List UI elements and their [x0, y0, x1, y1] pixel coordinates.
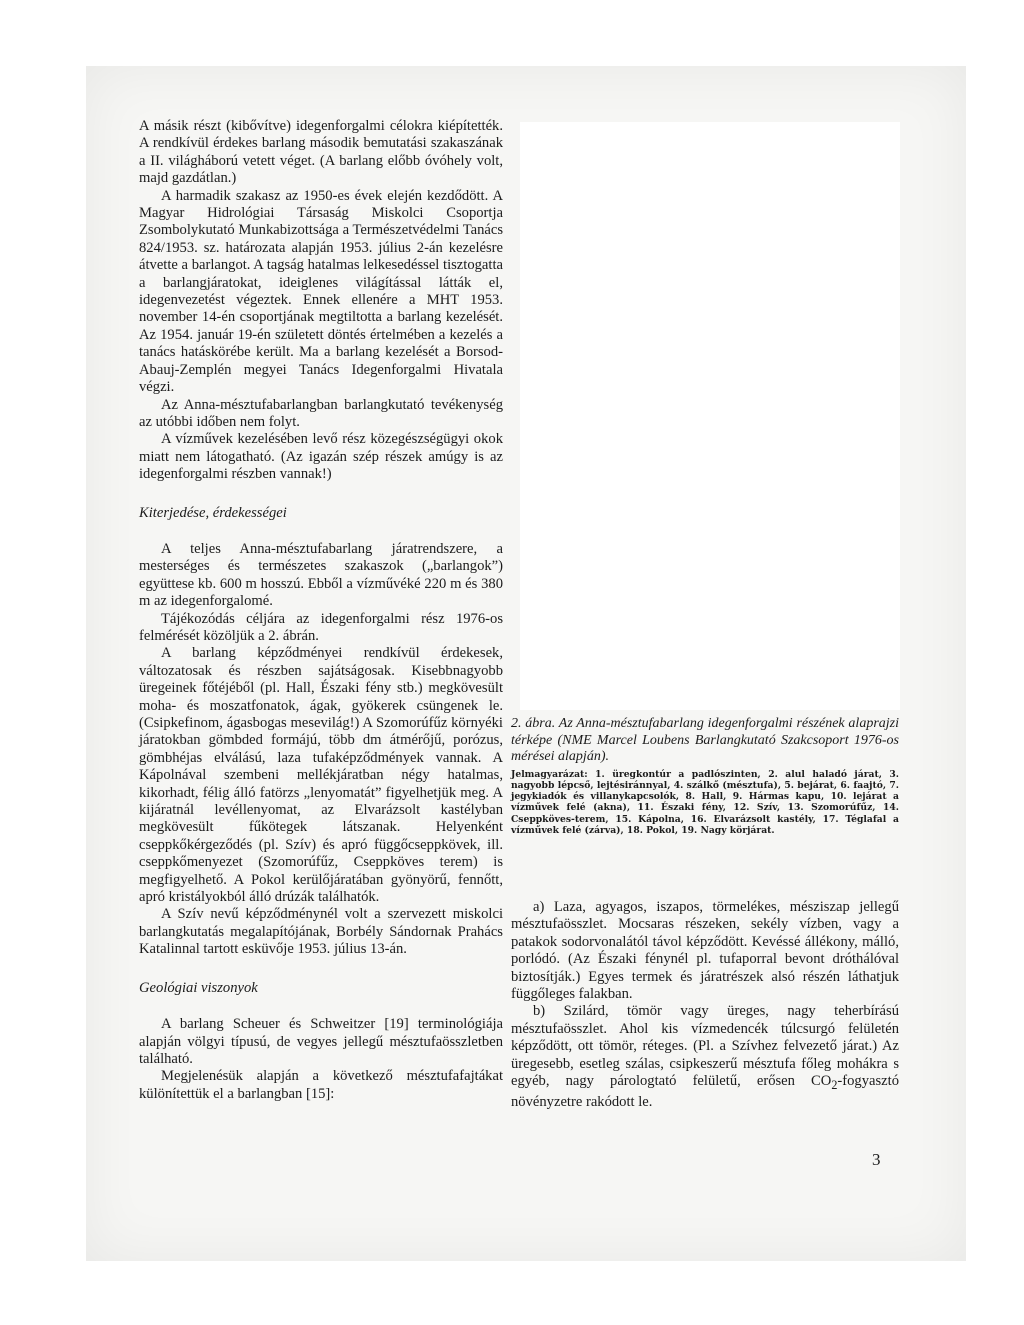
left-column: [139, 118, 503, 1103]
paragraph: A teljes Anna-mésztufabarlang járatrendszere, a mesterséges és természetes szakaszok („barlangok”) együttese kb. 600 m hosszú. Ebből a vízművéké 220 m és 380 m az idegenforgalomé.: [139, 540, 503, 610]
paragraph: Megjelenésük alapján a következő mésztufafajtákat különítettük el a barlangban [15]:: [139, 1068, 503, 1102]
paragraph: A harmadik szakasz az 1950-es évek elején kezdődött. A Magyar Hidrológiai Társaság Miskolci Csoportja Zsombolykutató Munkabizottsága a Természetvédelmi Tanács 824/1953. sz. határozata alapján 1953. július 2-án kezelésre átvette a barlangot. A tagság hatalmas lelkesedéssel tisztogatta a barlangjáratokat, ideiglenes világítással látták el, idegenvezetést végeztek. Ennek ellenére a MHT 1953. november 14-én csoportjának megtiltotta a barlang kezelését. Az 1954. január 19-én született döntés értelmében a kezelés a tanács hatáskörébe került. Ma a barlang kezelését a Borsod-Abauj-Zemplén megyei Tanács Idegenforgalmi Hivatala végzi.: [139, 187, 503, 396]
figure-caption: [511, 716, 899, 836]
paragraph: A másik részt (kibővítve) idegenforgalmi célokra kiépítették. A rendkívül érdekes barlang második bemutatási szakaszának a II. világháború vetett véget. (A barlang előbb óvóhely volt, majd gazdátlan.): [139, 118, 503, 187]
paragraph: [511, 1003, 899, 1111]
right-column: [511, 899, 899, 1112]
text-run: b) Szilárd, tömör vagy üreges, nagy teherbírású mésztufaösszlet. Ahol kis vízmedencék túlcsurgó felületén képződött, ott tömör, réteges. (Pl. a Szívhez felvezető járat.) Az üregesebb, esetleg szálas, csipkeszerű mésztufa főleg mohákra s egyéb, nagy párologtató felületű, erősen CO: [511, 1003, 899, 1090]
paragraph: a) Laza, agyagos, iszapos, törmelékes, mésziszap jellegű mésztufaösszlet. Mocsaras részeken, sekély vízben, vagy a patakok sodorvonalától távol képződött. Kevéssé állékony, málló, porlódó. (Az Északi fénynél pl. tufaporral bevont dróthálóval biztosítják.) Egyes termek és járatrészek alsó részén láthatjuk függőleges falakban.: [511, 899, 899, 1003]
cave-map-figure: [520, 122, 900, 710]
text-run: -fogyasztó növényzetre rakódott le.: [511, 1073, 899, 1111]
paragraph: Az Anna-mésztufabarlangban barlangkutató tevékenység az utóbbi időben nem folyt.: [139, 396, 503, 430]
caption-title: 2. ábra. Az Anna-mésztufabarlang idegenforgalmi részének alaprajzi térképe (NME Marcel Loubens Barlangkutató Szakcsoport 1976-os mérései alapján).: [511, 716, 899, 765]
subscript: 2: [831, 1077, 838, 1092]
paragraph: A vízművek kezelésében levő rész közegészségügyi okok miatt nem látogatható. (Az igazán szép részek amúgy is az idegenforgalmi részben vannak!): [139, 431, 503, 483]
paragraph: A barlang képződményei rendkívül érdekesek, változatosak és részben sajátságosak. Kisebbnagyobb üregeinek főtéjéből (pl. Hall, Északi fény stb.) megkövesült moha- és moszatfonatok, ágak, gyökerek csüngenek le. (Csipkefinom, ágasbogas mesevilág!) A Szomorúfűz környéki járatokban gömbded formájú, több dm átmérőjű, porózus, gömbhéjas elválású, laza tufaképződmények vannak. A Kápolnával szembeni mellékjáratban négy hatalmas, kikorhadt, félig álló fatörzs „lenyomatát” figyelhetjük meg. A kijáratnál levéllenyomat, az Elvarázsolt kastélyban megkövesült fűkötegek látszanak. Helyenként cseppkőkérgeződés (pl. Szív) és apró függőcseppkövek, ill. cseppkőmenyezet (Szomorúfűz, Cseppköves terem) is megfigyelhető. A Pokol kerülőjáratában gyönyörű, fennőtt, apró kristályokból álló drúzák találhatók.: [139, 645, 503, 906]
section-heading: Geológiai viszonyok: [139, 979, 258, 996]
page-number: 3: [872, 1150, 881, 1169]
caption-legend: Jelmagyarázat: 1. üregkontúr a padlószinten, 2. alul haladó járat, 3. nagyobb lépcső, lejtésiránnyal, 4. szálkő (mésztufa), 5. bejárat, 6. faajtó, 7. jegykiadók és villanykapcsolók, 8. Hall, 9. Hármas kapu, 10. lejárat a vízművek felé (akna), 11. Északi fény, 12. Szív, 13. Szomorúfűz, 14. Cseppköves-terem, 15. Kápolna, 16. Elvarázsolt kastély, 17. Téglafal a vízművek felé (zárva), 18. Pokol, 19. Nagy körjárat.: [511, 768, 899, 836]
section-heading: Kiterjedése, érdekességei: [139, 504, 287, 521]
paragraph: Tájékozódás céljára az idegenforgalmi rész 1976-os felmérését közöljük a 2. ábrán.: [139, 610, 503, 644]
paragraph: A barlang Scheuer és Schweitzer [19] terminológiája alapján völgyi típusú, de vegyes jellegű mésztufaösszletben található.: [139, 1016, 503, 1067]
paragraph: A Szív nevű képződménynél volt a szervezett miskolci barlangkutatás megalapítójának, Borbély Sándornak Prahács Katalinnal tartott esküvője 1953. július 13-án.: [139, 906, 503, 958]
